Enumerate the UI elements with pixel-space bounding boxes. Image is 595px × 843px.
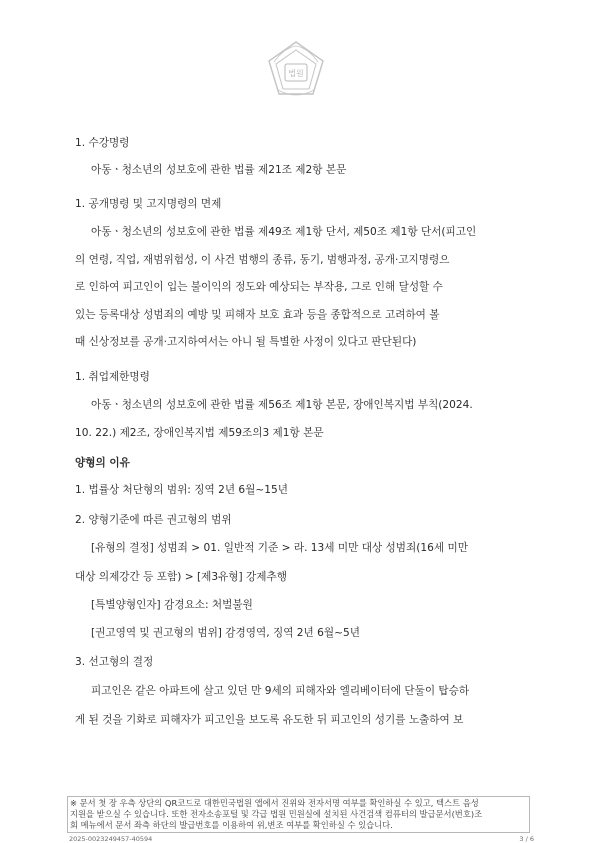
- heading-statutory-range: 1. 법률상 처단형의 범위: 징역 2년 6월~15년: [75, 484, 288, 496]
- issue-number: 2025-0023249457-40594: [69, 835, 153, 843]
- seal-text: 법원: [288, 69, 304, 78]
- body-line: 아동ㆍ청소년의 성보호에 관한 법률 제49조 제1항 단서, 제50조 제1항 단서(피고인: [91, 226, 477, 238]
- body-line: [권고영역 및 권고형의 범위] 감경영역, 징역 2년 6월~5년: [91, 627, 360, 639]
- body-line: [특별양형인자] 감경요소: 처벌불원: [91, 599, 253, 611]
- body-line: 때 신상정보를 공개·고지하여서는 아니 될 특별한 사정이 있다고 판단된다): [75, 336, 417, 348]
- body-line: 아동ㆍ청소년의 성보호에 관한 법률 제56조 제1항 본문, 장애인복지법 부칙(2024.: [91, 399, 473, 411]
- body-line: 게 된 것을 기화로 피해자가 피고인을 보도록 유도한 뒤 피고인의 성기를 노출하여 보: [75, 714, 464, 726]
- heading-final-sentence: 3. 선고형의 결정: [75, 656, 154, 668]
- section-sentencing-reasons: 양형의 이유: [75, 457, 130, 469]
- verification-notice-line: 지원을 받으실 수 있습니다. 또한 전자소송포털 및 각급 법원 민원실에 설치된 사건검색 컴퓨터의 발급문서(번호)조: [70, 809, 483, 819]
- court-seal: [266, 40, 326, 102]
- heading-disclosure-exemption: 1. 공개명령 및 고지명령의 면제: [75, 198, 222, 210]
- heading-guideline-range: 2. 양형기준에 따른 권고형의 범위: [75, 514, 232, 526]
- heading-lecture-order: 1. 수강명령: [75, 137, 130, 149]
- body-line: 아동ㆍ청소년의 성보호에 관한 법률 제21조 제2항 본문: [91, 164, 347, 176]
- body-line: 대상 의제강간 등 포함) > [제3유형] 강제추행: [75, 571, 287, 583]
- body-line: 10. 22.) 제2조, 장애인복지법 제59조의3 제1항 본문: [75, 427, 324, 439]
- body-line: 로 인하여 피고인이 입는 불이익의 정도와 예상되는 부작용, 그로 인해 달성할 수: [75, 281, 443, 293]
- verification-notice-line: ※ 문서 첫 장 우측 상단의 QR코드로 대한민국법원 앱에서 진위와 전자서명 여부를 확인하실 수 있고, 텍스트 음성: [70, 798, 479, 808]
- heading-employment-restriction: 1. 취업제한명령: [75, 371, 150, 383]
- page-number: 3 / 6: [519, 835, 534, 843]
- body-line: [유형의 결정] 성범죄 > 01. 일반적 기준 > 라. 13세 미만 대상 성범죄(16세 미만: [91, 542, 468, 554]
- body-line: 피고인은 같은 아파트에 살고 있던 만 9세의 피해자와 엘리베이터에 단둘이 탑승하: [91, 685, 470, 697]
- body-line: 의 연령, 직업, 재범위험성, 이 사건 범행의 종류, 동기, 범행과정, 공개·고지명령으: [75, 254, 450, 266]
- verification-notice-line: 회 메뉴에서 문서 좌측 하단의 발급번호를 이용하여 위,변조 여부를 확인하실 수 있습니다.: [70, 820, 393, 830]
- body-line: 있는 등록대상 성범죄의 예방 및 피해자 보호 효과 등을 종합적으로 고려하여 볼: [75, 309, 440, 321]
